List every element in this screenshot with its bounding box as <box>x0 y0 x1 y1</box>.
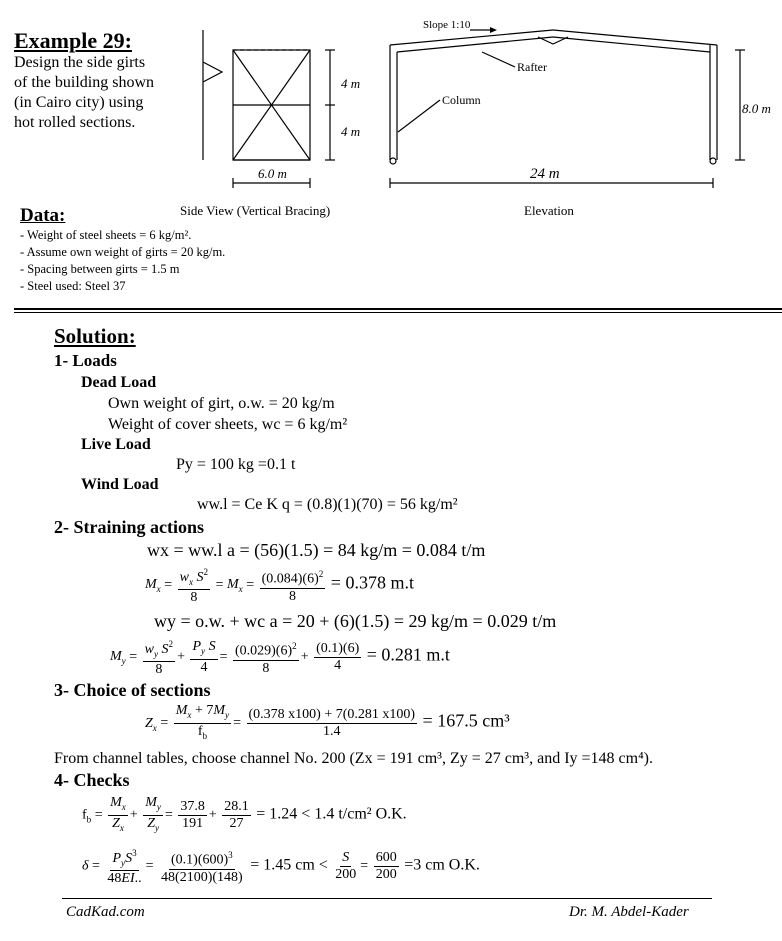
fb-equation: $f_b$ = $\frac{M_x}{Z_x}$ + $\frac{M_y}{Z_y}$ = $\frac{37.8}{191}$ + $\frac{28.1}{27}$ = 1.24 < 1.4 t/cm² O.K. <box>82 795 407 833</box>
straining-heading: 2- Straining actions <box>54 517 205 537</box>
checks-heading: 4- Checks <box>54 770 130 790</box>
live-load-heading: Live Load <box>81 436 151 453</box>
fb-result: = 1.24 < 1.4 t/cm² O.K. <box>256 805 407 823</box>
double-rule-2 <box>14 312 782 313</box>
footer-right: Dr. M. Abdel-Kader <box>569 904 689 920</box>
side-view-caption: Side View (Vertical Bracing) <box>180 203 331 218</box>
zx-result: = 167.5 cm³ <box>422 710 510 731</box>
wx-line: wx = ww.l a = (56)(1.5) = 84 kg/m = 0.084 t/m <box>147 540 486 560</box>
deflection-equation: δ = $\frac{P_yS^3}{48EI..}$ = $\frac{(0.1)(600)^3}{48(2100)(148)}$ = 1.45 cm < $\frac{S}{200}$ = $\frac{600}{200}$ =3 cm O.K. <box>82 845 480 887</box>
mx-result: = 0.378 m.t <box>330 572 414 593</box>
side-dim-upper: 4 m <box>341 76 361 91</box>
footer-rule <box>62 898 712 899</box>
double-rule <box>14 308 782 310</box>
structure-figure <box>0 0 782 225</box>
zx-equation: $Z_x$ = $\frac{M_x + 7M_y}{f_b}$ = $\frac{(0.378 x100) + 7(0.281 x100)}{1.4}$ = 167.5 cm³ <box>145 703 510 741</box>
wy-line: wy = o.w. + wc a = 20 + (6)(1.5) = 29 kg/m = 0.029 t/m <box>154 611 557 631</box>
mx-equation: $M_x$ = $\frac{w_x S^2}{8}$ = $M_x$ = $\frac{(0.084)(6)^2}{8}$ = 0.378 m.t <box>145 564 414 606</box>
column-label: Column <box>442 93 481 107</box>
data-list <box>20 227 225 295</box>
intro-line: hot rolled sections. <box>14 114 136 131</box>
choice-heading: 3- Choice of sections <box>54 680 211 700</box>
py-line: Py = 100 kg =0.1 t <box>176 456 296 473</box>
solution-heading: Solution: <box>54 324 136 348</box>
wind-load-heading: Wind Load <box>81 476 159 493</box>
dead-load-heading: Dead Load <box>81 374 157 391</box>
cover-weight-line: Weight of cover sheets, wc = 6 kg/m² <box>108 416 348 433</box>
side-dim-lower: 4 m <box>341 124 361 139</box>
height-label: 8.0 m <box>742 101 771 116</box>
data-item: - Steel used: Steel 37 <box>20 279 126 293</box>
data-item: - Spacing between girts = 1.5 m <box>20 262 180 276</box>
intro-line: of the building shown <box>14 74 154 91</box>
own-weight-line: Own weight of girt, o.w. = 20 kg/m <box>108 395 335 412</box>
footer-left: CadKad.com <box>66 904 145 920</box>
intro-line: Design the side girts <box>14 54 146 71</box>
wind-line: ww.l = Ce K q = (0.8)(1)(70) = 56 kg/m² <box>197 496 458 513</box>
example-title: Example 29: <box>14 28 132 53</box>
data-item: - Weight of steel sheets = 6 kg/m². <box>20 228 192 242</box>
span-label: 24 m <box>530 166 560 182</box>
deflection-result: =3 cm O.K. <box>404 856 480 874</box>
data-item: - Assume own weight of girts = 20 kg/m. <box>20 245 226 259</box>
rafter-label: Rafter <box>517 60 547 74</box>
my-equation: $M_y$ = $\frac{w_y S^2}{8}$ + $\frac{P_y S}{4}$ = $\frac{(0.029)(6)^2}{8}$ + $\frac{(0.1)(6)}{4}$ = 0.281 m.t <box>110 636 450 678</box>
intro-line: (in Cairo city) using <box>14 94 144 111</box>
deflection-check: = 1.45 cm < <box>250 856 328 874</box>
my-result: = 0.281 m.t <box>366 644 450 665</box>
elevation-caption: Elevation <box>524 203 574 218</box>
channel-line: From channel tables, choose channel No. 200 (Zx = 191 cm³, Zy = 27 cm³, and Iy =148 cm⁴). <box>54 750 653 767</box>
side-dim-width: 6.0 m <box>258 166 287 181</box>
data-heading: Data: <box>20 205 66 226</box>
loads-heading: 1- Loads <box>54 351 117 370</box>
slope-label: Slope 1:10 <box>423 19 471 31</box>
